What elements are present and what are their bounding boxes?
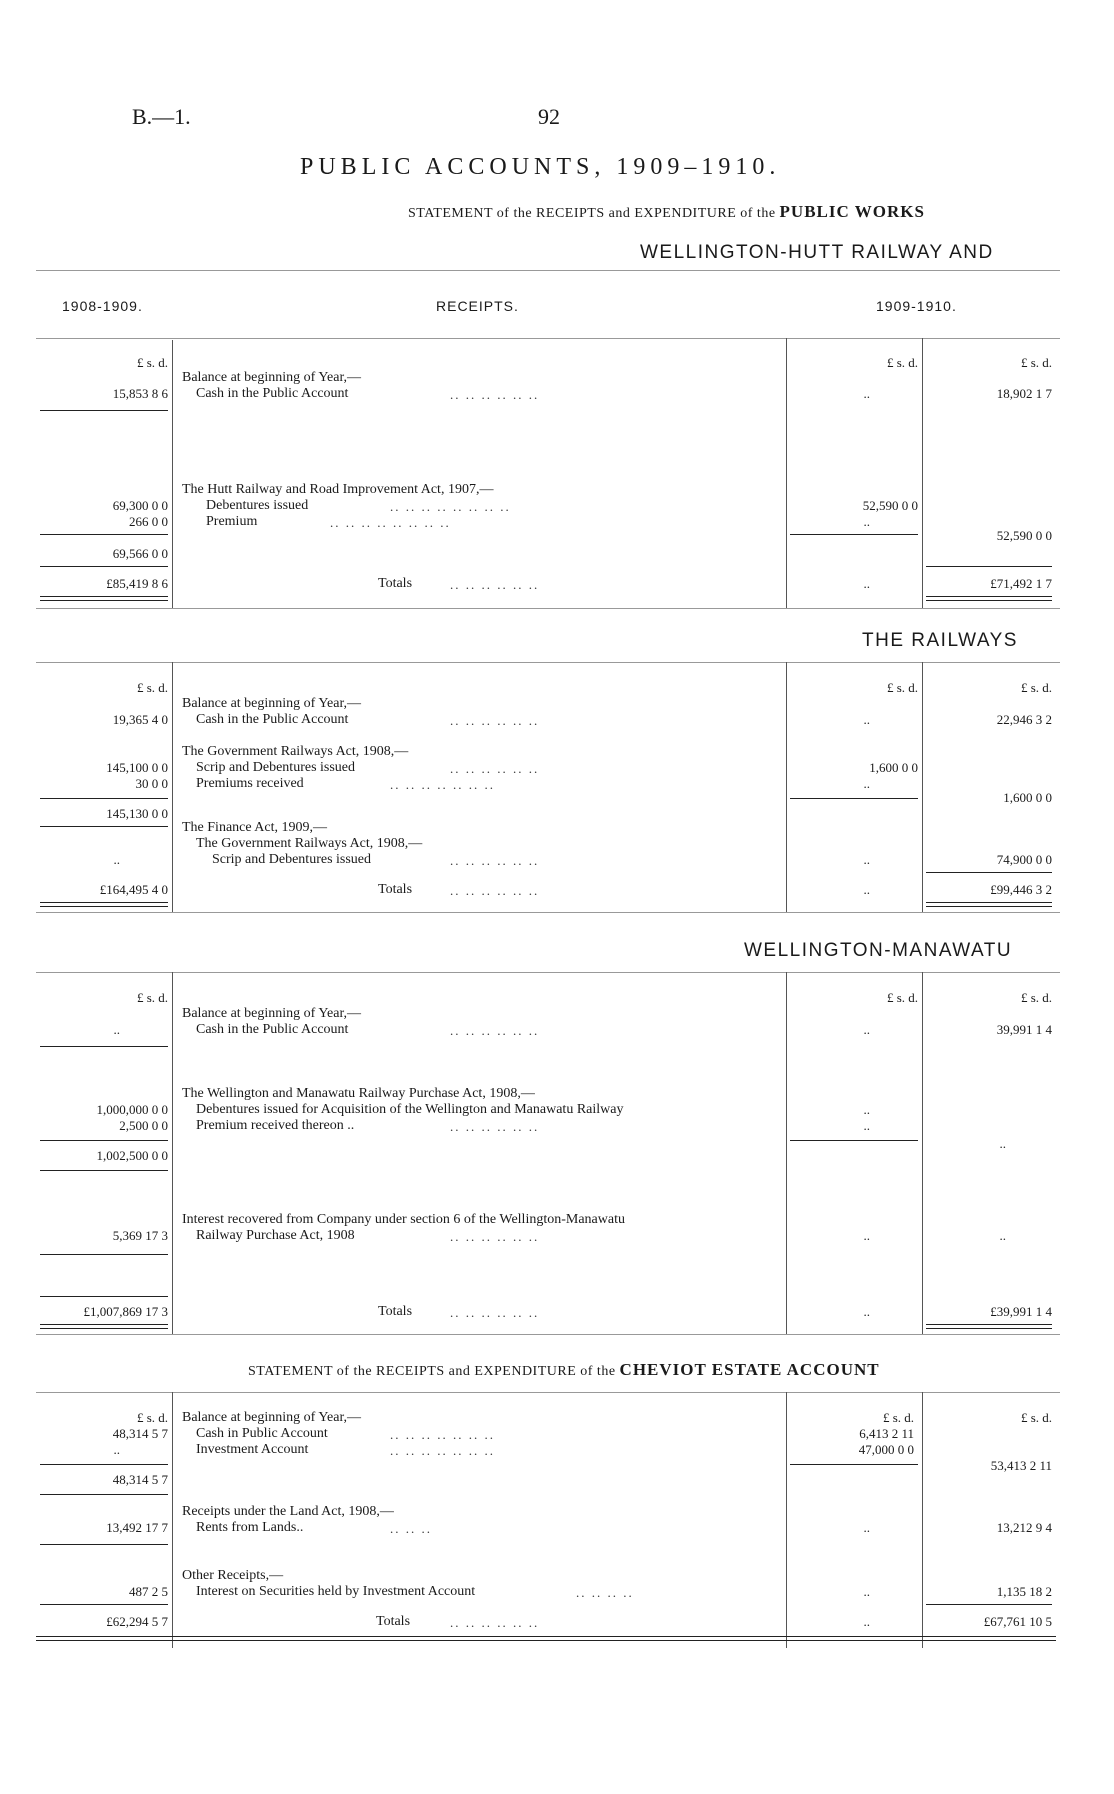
rule <box>926 1604 1052 1605</box>
totals-right-value: £99,446 3 2 <box>990 882 1052 897</box>
scrip2-left-value: .. <box>113 852 120 867</box>
act-label: The Hutt Railway and Road Improvement Act, 1907,— <box>182 482 494 497</box>
rule <box>790 1464 918 1465</box>
leader-dots: .. .. .. .. .. .. <box>450 761 540 776</box>
balance-label: Balance at beginning of Year,— <box>182 1410 362 1425</box>
double-rule <box>40 596 168 601</box>
cash-mid-value: 6,413 2 11 <box>859 1426 914 1441</box>
section-heading: THE RAILWAYS <box>862 630 1018 651</box>
leader-dots: .. .. .. .. .. .. <box>450 1615 540 1630</box>
col-year-right: 1909-1910. <box>876 298 957 314</box>
totals-label: Totals <box>378 1304 413 1319</box>
interest-label: Interest recovered from Company under section 6 of the Wellington-Manawatu <box>182 1212 625 1227</box>
units-right: £ s. d. <box>1020 355 1052 370</box>
land-act-label: Receipts under the Land Act, 1908,— <box>182 1504 394 1519</box>
debentures-left-value: 1,000,000 0 0 <box>96 1102 168 1117</box>
interest-left-value: 487 2 5 <box>129 1584 168 1599</box>
section-top-rule <box>36 662 1060 663</box>
cash-right-value: 22,946 3 2 <box>996 712 1052 727</box>
units-left: £ s. d. <box>136 990 168 1005</box>
rule <box>790 1140 918 1141</box>
cash-label: Cash in Public Account <box>196 1426 328 1441</box>
scrip-label: Scrip and Debentures issued <box>196 760 356 775</box>
divider-left <box>172 1392 173 1648</box>
double-rule <box>36 1636 1056 1641</box>
leader-dots: .. .. .. .. .. .. <box>450 1229 540 1244</box>
rule <box>40 534 168 535</box>
divider-right <box>922 972 923 1334</box>
units-right: £ s. d. <box>1020 1410 1052 1425</box>
debentures-left-value: 69,300 0 0 <box>112 498 168 513</box>
leader-dots: .. .. .. .. .. .. <box>450 1119 540 1134</box>
interest-right-value: 1,135 18 2 <box>996 1584 1052 1599</box>
premiums-mid-value: .. <box>863 776 870 791</box>
premiums-left-value: 30 0 0 <box>135 776 168 791</box>
leader-dots: .. .. .. .. .. .. <box>450 853 540 868</box>
divider-left <box>172 340 173 608</box>
units-left: £ s. d. <box>136 1410 168 1425</box>
subtotal-right-value: 53,413 2 11 <box>990 1458 1052 1473</box>
interest-left-value: 5,369 17 3 <box>112 1228 168 1243</box>
cash-right-value: 39,991 1 4 <box>996 1022 1052 1037</box>
units-mid: £ s. d. <box>882 1410 914 1425</box>
scrip-left-value: 145,100 0 0 <box>106 760 168 775</box>
totals-right-value: £67,761 10 5 <box>983 1614 1052 1629</box>
scrip2-right-value: 74,900 0 0 <box>996 852 1052 867</box>
premium-left-value: 2,500 0 0 <box>119 1118 168 1133</box>
interest-mid-value: .. <box>863 1228 870 1243</box>
page-number: 92 <box>538 104 560 129</box>
units-mid: £ s. d. <box>886 680 918 695</box>
rule <box>790 798 918 799</box>
section-top-rule <box>36 1392 1060 1393</box>
totals-mid-value: .. <box>863 1614 870 1629</box>
debentures-label: Debentures issued <box>206 498 309 513</box>
rule <box>40 410 168 411</box>
units-right: £ s. d. <box>1020 680 1052 695</box>
divider-left <box>172 972 173 1334</box>
section-bottom-rule <box>36 608 1060 609</box>
rule <box>40 1464 168 1465</box>
gov-act-label: The Government Railways Act, 1908,— <box>196 836 423 851</box>
statement-heading <box>408 202 925 222</box>
rule <box>40 1140 168 1141</box>
other-receipts-label: Other Receipts,— <box>182 1568 284 1583</box>
double-rule <box>926 596 1052 601</box>
totals-label: Totals <box>376 1614 411 1629</box>
divider-right <box>922 662 923 912</box>
leader-dots: .. .. .. .. .. .. .. .. <box>330 515 451 530</box>
cash-label: Cash in the Public Account <box>196 1022 349 1037</box>
double-rule <box>926 1324 1052 1329</box>
col-receipts: RECEIPTS. <box>436 298 519 314</box>
double-rule <box>926 902 1052 907</box>
rule <box>926 566 1052 567</box>
premium-label: Premium <box>206 514 258 529</box>
statement-heading <box>248 1360 880 1380</box>
cash-right-value: 18,902 1 7 <box>996 386 1052 401</box>
debentures-mid-value: .. <box>863 1102 870 1117</box>
interest-right-value: .. <box>999 1228 1006 1243</box>
rents-left-value: 13,492 17 7 <box>106 1520 168 1535</box>
leader-dots: .. .. .. .. .. .. <box>450 387 540 402</box>
premium-left-value: 266 0 0 <box>129 514 168 529</box>
section-top-rule <box>36 270 1060 271</box>
units-left: £ s. d. <box>136 355 168 370</box>
rents-mid-value: .. <box>863 1520 870 1535</box>
leader-dots: .. .. .. .. .. .. <box>450 883 540 898</box>
balance-label: Balance at beginning of Year,— <box>182 370 362 385</box>
statement-prefix: STATEMENT of the RECEIPTS and EXPENDITURE of the <box>248 1364 616 1379</box>
rule <box>40 1544 168 1545</box>
cash-left-value: 15,853 8 6 <box>112 386 168 401</box>
premium-label: Premium received thereon .. <box>196 1118 355 1133</box>
debentures-label: Debentures issued for Acquisition of the Wellington and Manawatu Railway <box>196 1102 624 1117</box>
scrip-mid-value: 1,600 0 0 <box>869 760 918 775</box>
section-heading: WELLINGTON-MANAWATU <box>744 940 1013 961</box>
rule <box>40 1046 168 1047</box>
totals-left-value: £62,294 5 7 <box>106 1614 168 1629</box>
totals-right-value: £71,492 1 7 <box>990 576 1052 591</box>
divider-mid <box>786 972 787 1334</box>
totals-right-value: £39,991 1 4 <box>990 1304 1052 1319</box>
leader-dots: .. .. .. .. <box>576 1585 634 1600</box>
double-rule <box>40 902 168 907</box>
rents-right-value: 13,212 9 4 <box>996 1520 1052 1535</box>
divider-mid <box>786 1392 787 1648</box>
subtotal-left-value: 1,002,500 0 0 <box>96 1148 168 1163</box>
interest-mid-value: .. <box>863 1584 870 1599</box>
subtotal-left-value: 145,130 0 0 <box>106 806 168 821</box>
premium-mid-value: .. <box>863 514 870 529</box>
investment-mid-value: 47,000 0 0 <box>858 1442 914 1457</box>
subtotal-right-value: 1,600 0 0 <box>1003 790 1052 805</box>
section-top-rule <box>36 972 1060 973</box>
section-heading: WELLINGTON-HUTT RAILWAY AND <box>640 242 994 263</box>
col-year-left: 1908-1909. <box>62 298 143 314</box>
rule <box>926 872 1052 873</box>
interest-label-cont: Railway Purchase Act, 1908 <box>196 1228 355 1243</box>
divider-right <box>922 338 923 608</box>
rule <box>40 826 168 827</box>
rule <box>40 1254 168 1255</box>
totals-label: Totals <box>378 882 413 897</box>
subtotal-left-value: 48,314 5 7 <box>112 1472 168 1487</box>
section-bottom-rule <box>36 1334 1060 1335</box>
subtotal-right-value: 52,590 0 0 <box>996 528 1052 543</box>
statement-prefix: STATEMENT of the RECEIPTS and EXPENDITURE of the <box>408 206 776 221</box>
rule <box>790 534 918 535</box>
units-right: £ s. d. <box>1020 990 1052 1005</box>
cash-left-value: .. <box>113 1022 120 1037</box>
units-mid: £ s. d. <box>886 355 918 370</box>
totals-mid-value: .. <box>863 882 870 897</box>
cash-mid-value: .. <box>863 712 870 727</box>
totals-label: Totals <box>378 576 413 591</box>
totals-mid-value: .. <box>863 1304 870 1319</box>
leader-dots: .. .. .. .. .. .. .. <box>390 1427 495 1442</box>
leader-dots: .. .. .. .. .. .. .. .. <box>390 499 511 514</box>
totals-mid-value: .. <box>863 576 870 591</box>
subtotal-left-value: 69,566 0 0 <box>112 546 168 561</box>
leader-dots: .. .. .. .. .. .. <box>450 713 540 728</box>
statement-bold: PUBLIC WORKS <box>779 202 925 221</box>
divider-left <box>172 662 173 912</box>
scrip2-mid-value: .. <box>863 852 870 867</box>
premium-mid-value: .. <box>863 1118 870 1133</box>
subtotal-right-value: .. <box>999 1136 1006 1151</box>
balance-label: Balance at beginning of Year,— <box>182 1006 362 1021</box>
cash-left-value: 48,314 5 7 <box>112 1426 168 1441</box>
totals-left-value: £1,007,869 17 3 <box>83 1304 168 1319</box>
cash-label: Cash in the Public Account <box>196 386 349 401</box>
rents-label: Rents from Lands.. <box>196 1520 304 1535</box>
units-mid: £ s. d. <box>886 990 918 1005</box>
investment-left-value: .. <box>113 1442 120 1457</box>
cash-mid-value: .. <box>863 386 870 401</box>
cash-label: Cash in the Public Account <box>196 712 349 727</box>
units-left: £ s. d. <box>136 680 168 695</box>
interest-label: Interest on Securities held by Investment Account <box>196 1584 476 1599</box>
act-label: The Wellington and Manawatu Railway Purchase Act, 1908,— <box>182 1086 535 1101</box>
totals-left-value: £164,495 4 0 <box>99 882 168 897</box>
balance-label: Balance at beginning of Year,— <box>182 696 362 711</box>
double-rule <box>40 1324 168 1329</box>
premiums-label: Premiums received <box>196 776 304 791</box>
rule <box>40 1604 168 1605</box>
cash-mid-value: .. <box>863 1022 870 1037</box>
rule <box>40 566 168 567</box>
act-label: The Government Railways Act, 1908,— <box>182 744 409 759</box>
cash-left-value: 19,365 4 0 <box>112 712 168 727</box>
rule <box>40 1494 168 1495</box>
leader-dots: .. .. .. .. .. .. <box>450 1023 540 1038</box>
scrip2-label: Scrip and Debentures issued <box>212 852 372 867</box>
document-reference: B.—1. <box>132 104 191 129</box>
leader-dots: .. .. .. .. .. .. .. <box>390 1443 495 1458</box>
divider-mid <box>786 338 787 608</box>
totals-left-value: £85,419 8 6 <box>106 576 168 591</box>
investment-label: Investment Account <box>196 1442 309 1457</box>
rule <box>40 1296 168 1297</box>
section-bottom-rule <box>36 912 1060 913</box>
finance-act-label: The Finance Act, 1909,— <box>182 820 328 835</box>
leader-dots: .. .. .. .. .. .. <box>450 577 540 592</box>
rule <box>40 1170 168 1171</box>
rule <box>40 798 168 799</box>
leader-dots: .. .. .. .. .. .. .. <box>390 777 495 792</box>
leader-dots: .. .. .. .. .. .. <box>450 1305 540 1320</box>
statement-bold: CHEVIOT ESTATE ACCOUNT <box>619 1360 880 1379</box>
header-rule <box>36 338 1060 339</box>
leader-dots: .. .. .. <box>390 1521 432 1536</box>
divider-right <box>922 1392 923 1648</box>
page-title: PUBLIC ACCOUNTS, 1909–1910. <box>300 154 781 180</box>
divider-mid <box>786 662 787 912</box>
debentures-mid-value: 52,590 0 0 <box>862 498 918 513</box>
